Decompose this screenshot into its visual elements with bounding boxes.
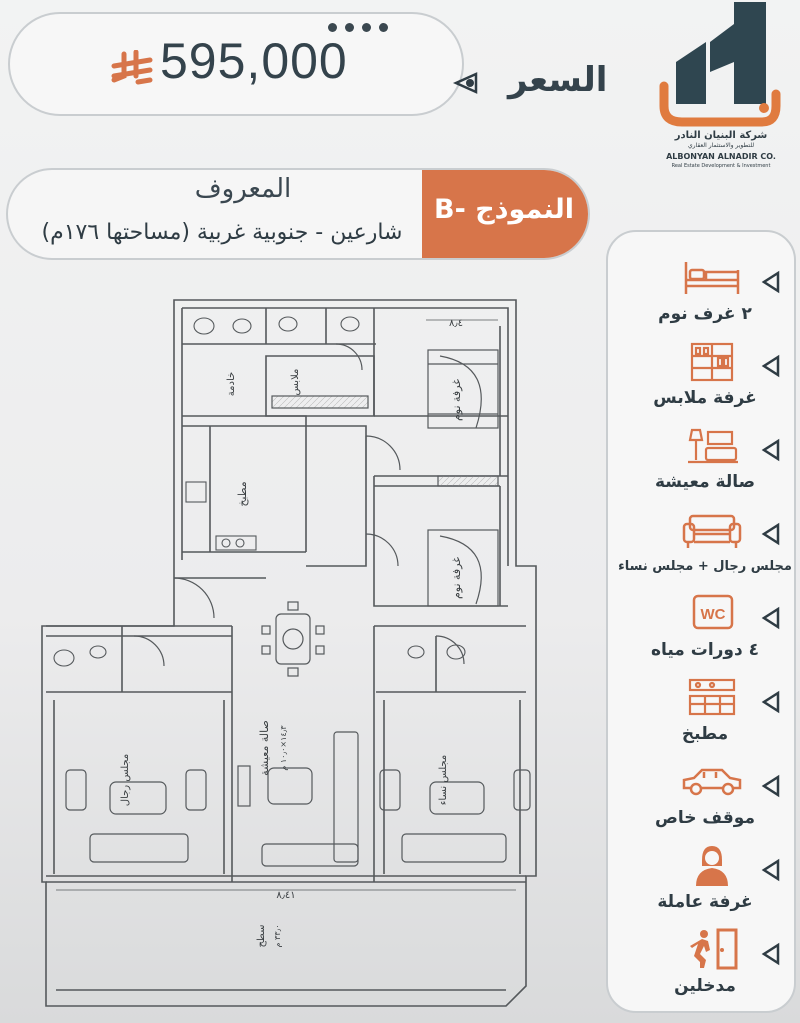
feature-label: مدخلين [674,976,736,996]
label-bedroom-2: غرفة نوم [450,556,463,600]
wardrobe-icon [680,340,744,382]
riyal-icon [110,50,154,86]
label-wardrobe: ملابس [290,368,301,396]
car-icon [680,760,744,802]
living-room-icon [680,424,744,466]
arrow-left-icon [760,774,782,798]
feature-label: ٢ غرف نوم [658,304,752,324]
entrance-icon [680,928,744,970]
feature-parking [608,754,798,838]
label-bottom-dim: ٨٫٤١ [276,890,296,901]
arrow-left-icon [760,438,782,462]
feature-living [608,418,798,502]
feature-label: مجلس رجال + مجلس نساء [618,559,792,574]
feature-label: ٤ دورات مياه [650,640,760,660]
feature-label: مطبخ [681,724,729,744]
logo-tagline-ar: للتطوير والاستثمار العقاري [687,142,755,149]
dot [328,23,337,32]
arrow-left-icon [760,354,782,378]
label-men-majlis: مجلس رجال [120,753,131,807]
plan-dining [262,602,324,676]
dot [379,23,388,32]
feature-maid-room [608,838,798,922]
label-living-dims: ١٤٫٣×١٠٫٠ م [279,725,288,771]
label-roof-dims: ٣٣٫٠ م [273,924,282,948]
arrow-left-icon [760,522,782,546]
play-arrow-icon [452,72,480,94]
price-label: السعر [508,60,608,100]
feature-bedrooms [608,250,798,334]
label-roof: سطح [256,924,267,948]
arrow-left-icon [760,690,782,714]
feature-label: غرفة عاملة [657,892,753,912]
pagination-dots [328,23,388,32]
plan-labels [120,318,463,948]
arrow-left-icon [760,858,782,882]
label-maid: خادمة [226,371,237,397]
logo-tagline-en: Real Estate Development & Investment [671,163,771,169]
label-bedroom-1: غرفة نوم [450,378,463,422]
plan-fixtures [54,317,465,666]
maid-icon [680,844,744,886]
arrow-left-icon [760,606,782,630]
label-women-majlis: مجلس نساء [438,754,449,806]
model-tag-text: النموذج -B [434,194,574,225]
model-title: المعروف [194,174,292,204]
arrow-left-icon [760,942,782,966]
feature-kitchen [608,670,798,754]
feature-label: غرفة ملابس [653,388,757,408]
price-pill [8,12,608,116]
floor-plan [36,296,552,1012]
arrow-left-icon [760,270,782,294]
label-top-dim: ٨٫٤ [449,318,463,329]
price-value: 595,000 [160,33,348,89]
feature-wardrobe [608,334,798,418]
feature-entrances [608,922,798,1006]
model-subtitle: شارعين - جنوبية غربية (مساحتها ١٧٦م) [41,220,403,245]
dot [362,23,371,32]
feature-majlis [608,502,798,586]
model-tag [422,170,590,260]
bed-icon [680,256,744,298]
model-pill [6,168,590,260]
logo-mark [654,2,788,130]
feature-label: صالة معيشة [654,472,756,492]
dot [345,23,354,32]
wc-icon-text: WC [700,606,726,623]
label-kitchen: مطبخ [236,481,249,507]
kitchen-icon [680,676,744,718]
sofa-icon [680,508,744,550]
feature-label: موقف خاص [655,808,755,828]
logo-name-ar: شركة البنيان النادر [674,130,768,141]
label-living: صالة معيشة [258,720,271,776]
company-logo [654,2,788,174]
wc-icon [680,592,744,634]
feature-wc [608,586,798,670]
plan-majlis [66,732,530,866]
logo-name-en: ALBONYAN ALNADIR CO. [666,152,776,161]
features-panel [606,230,796,1013]
